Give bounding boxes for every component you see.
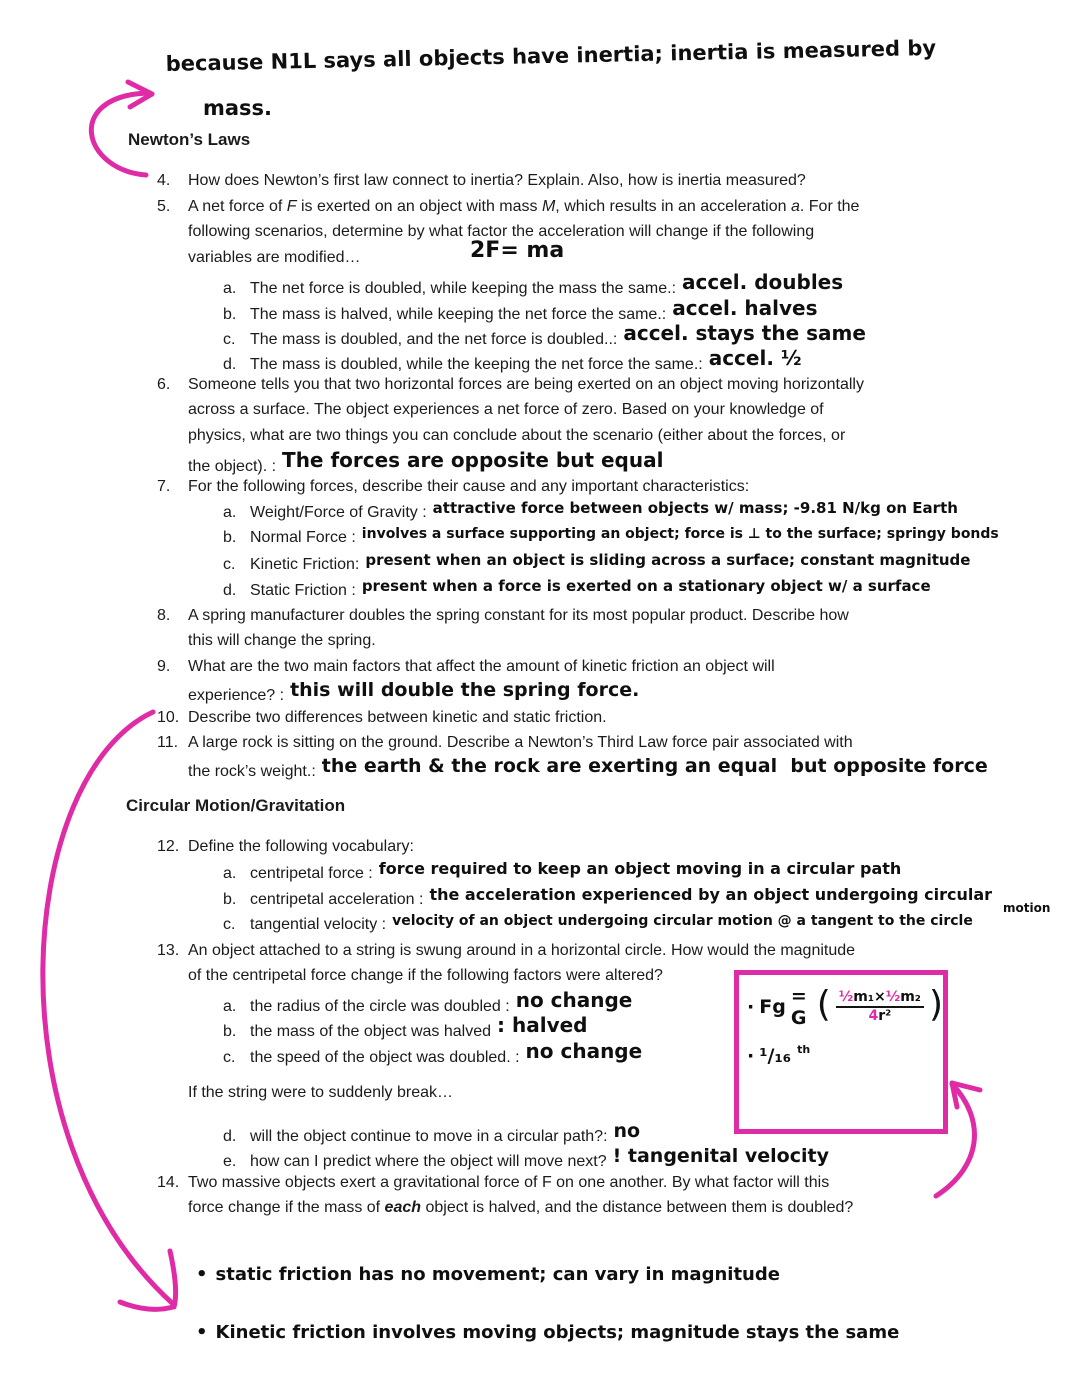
question-7-text: For the following forces, describe their cause and any important characteristics: — [188, 478, 750, 495]
question-13d — [223, 1120, 641, 1146]
item-letter: a. — [223, 280, 237, 297]
question-4 — [157, 172, 806, 190]
section-heading-newtons-laws: Newton’s Laws — [128, 130, 251, 149]
item-text: tangential velocity : — [250, 916, 387, 933]
question-10-number: 10. — [157, 709, 180, 726]
question-13-number: 13. — [157, 942, 180, 959]
half-pink: ½ — [838, 989, 854, 1006]
item-text: centripetal acceleration : — [250, 891, 424, 908]
question-6-text: Someone tells you that two horizontal forces are being exerted on an object moving horizontally — [188, 376, 864, 393]
question-7-number: 7. — [157, 478, 171, 495]
question-10 — [157, 709, 607, 727]
question-6-line1 — [157, 376, 864, 394]
paren-open: ( — [816, 983, 831, 1025]
handwritten-answer: the earth & the rock are exerting an equal but opposite force — [321, 755, 988, 777]
item-text: Static Friction : — [250, 582, 356, 599]
handwritten-answer: ! tangenital velocity — [612, 1145, 829, 1167]
item-letter: a. — [223, 865, 237, 882]
question-14-line1 — [157, 1174, 829, 1192]
question-8-text: A spring manufacturer doubles the spring constant for its most popular product. Describe how — [188, 607, 849, 624]
question-5-number: 5. — [157, 198, 171, 215]
question-12b — [223, 885, 992, 909]
handwritten-answer: involves a surface supporting an object; force is ⊥ to the surface; springy bonds — [361, 526, 999, 542]
formula-equals-g: = G — [790, 985, 807, 1029]
item-letter: c. — [223, 916, 236, 933]
question-11-line2 — [188, 755, 988, 781]
handwritten-formula-2f-ma: 2F= ma — [470, 238, 565, 263]
question-9-text: What are the two main factors that affect the amount of kinetic friction an object will — [188, 658, 775, 675]
note-text: Kinetic friction involves moving objects; magnitude stays the same — [215, 1322, 900, 1343]
item-text: The mass is halved, while keeping the net force the same.: — [250, 306, 667, 323]
question-5-text: . For the — [799, 198, 860, 215]
r-squared: r² — [878, 1007, 892, 1024]
handwritten-motion-annotation: motion — [1003, 901, 1051, 915]
item-text: centripetal force : — [250, 865, 373, 882]
question-6-line3: physics, what are two things you can conclude about the scenario (either about the forces, or — [188, 427, 846, 444]
item-letter: b. — [223, 529, 237, 546]
item-text: Normal Force : — [250, 529, 356, 546]
item-letter: b. — [223, 891, 237, 908]
question-11-number: 11. — [157, 734, 179, 751]
formula-fraction — [836, 990, 924, 1024]
question-6-line2: across a surface. The object experiences a net force of zero. Based on your knowledge of — [188, 401, 824, 418]
one-sixteenth: ¹/₁₆ — [759, 1045, 792, 1067]
question-11-text: the rock’s weight.: — [188, 763, 316, 780]
question-14-text: object is halved, and the distance between them is doubled? — [421, 1199, 854, 1216]
question-13-text: An object attached to a string is swung around in a horizontal circle. How would the magnitude — [188, 942, 856, 959]
item-text: The mass is doubled, and the net force is doubled..: — [250, 331, 618, 348]
question-5d — [223, 346, 802, 374]
question-12a — [223, 859, 902, 883]
four-pink: 4 — [868, 1007, 879, 1024]
question-14-text: Two massive objects exert a gravitational force of F on one another. By what factor will this — [188, 1174, 830, 1191]
paren-close: ) — [928, 983, 943, 1025]
question-7 — [157, 478, 749, 496]
item-text: The net force is doubled, while keeping the mass the same.: — [250, 280, 677, 297]
question-6-line4 — [188, 448, 664, 476]
handwritten-answer: attractive force between objects w/ mass; -9.81 N/kg on Earth — [432, 499, 958, 517]
question-7b — [223, 526, 999, 547]
handwritten-answer: this will double the spring force. — [290, 679, 640, 701]
question-8-line1 — [157, 607, 849, 625]
var-F: F — [286, 198, 297, 215]
var-a: a — [790, 198, 800, 215]
handwritten-top-note-line2: mass. — [203, 96, 273, 120]
question-5-line2: following scenarios, determine by what factor the acceleration will change if the following — [188, 223, 815, 240]
item-letter: a. — [223, 504, 237, 521]
item-letter: c. — [223, 556, 236, 573]
item-letter: a. — [223, 998, 237, 1015]
handwritten-answer: accel. ½ — [708, 346, 802, 370]
question-4-text: How does Newton’s first law connect to inertia? Explain. Also, how is inertia measured? — [188, 172, 806, 189]
handwritten-answer: force required to keep an object moving in a circular path — [378, 859, 902, 878]
handwritten-answer: accel. doubles — [682, 270, 844, 294]
formula-result — [747, 1042, 943, 1067]
question-5-line3: variables are modified… — [188, 249, 361, 266]
question-14-text: force change if the mass of — [188, 1199, 385, 1216]
question-11-text: A large rock is sitting on the ground. Describe a Newton’s Third Law force pair associated with — [188, 734, 853, 751]
handwritten-answer: no change — [525, 1039, 643, 1063]
item-text: the mass of the object was halved — [250, 1023, 492, 1040]
item-text: Weight/Force of Gravity : — [250, 504, 427, 521]
half-pink: ½ — [885, 989, 901, 1006]
times-sign: × — [873, 989, 886, 1006]
handwritten-answer: present when an object is sliding across a surface; constant magnitude — [365, 551, 971, 569]
question-12 — [157, 838, 414, 856]
var-M: M — [541, 198, 556, 215]
question-10-text: Describe two differences between kinetic and static friction. — [188, 709, 607, 726]
item-letter: c. — [223, 1049, 236, 1066]
question-11-line1 — [157, 734, 853, 752]
bullet-dot: · — [747, 996, 755, 1018]
item-letter: c. — [223, 331, 236, 348]
question-4-number: 4. — [157, 172, 171, 189]
question-13c — [223, 1039, 643, 1067]
formula-fg: Fg — [759, 996, 786, 1018]
question-13-line2: of the centripetal force change if the following factors were altered? — [188, 967, 663, 984]
item-letter: b. — [223, 306, 237, 323]
handwritten-answer: accel. stays the same — [623, 321, 866, 345]
fraction-numerator — [836, 990, 924, 1007]
question-8-line2: this will change the spring. — [188, 632, 376, 649]
question-13-mid: If the string were to suddenly break… — [188, 1084, 454, 1101]
handwritten-answer: The forces are opposite but equal — [282, 448, 664, 472]
item-text: the radius of the circle was doubled : — [250, 998, 510, 1015]
pink-arrow-top-icon — [91, 82, 152, 175]
question-6-number: 6. — [157, 376, 171, 393]
handwritten-top-note-line1: because N1L says all objects have inertia; inertia is measured by — [165, 35, 937, 76]
handwritten-answer: the acceleration experienced by an object undergoing circular — [429, 885, 992, 904]
handwritten-answer: velocity of an object undergoing circular motion @ a tangent to the circle — [392, 913, 973, 929]
item-letter: e. — [223, 1153, 237, 1170]
emphasis-each: each — [384, 1199, 422, 1216]
question-9-number: 9. — [157, 658, 171, 675]
question-6-text: the object). : — [188, 458, 277, 475]
note-text: static friction has no movement; can vary in magnitude — [215, 1264, 780, 1285]
question-12-text: Define the following vocabulary: — [188, 838, 414, 855]
handwritten-note-kinetic-friction — [196, 1322, 899, 1343]
question-5a — [223, 270, 844, 298]
mass1: m₁ — [853, 989, 874, 1006]
handwritten-answer: no — [613, 1120, 641, 1142]
mass2: m₂ — [900, 989, 921, 1006]
question-14-line2 — [188, 1199, 853, 1217]
th-superscript: th — [797, 1042, 811, 1056]
item-text: how can I predict where the object will move next? — [250, 1153, 607, 1170]
question-8-number: 8. — [157, 607, 171, 624]
item-text: the speed of the object was doubled. : — [250, 1049, 520, 1066]
question-13b — [223, 1013, 588, 1041]
question-5-text: A net force of — [188, 198, 287, 215]
question-7c — [223, 551, 971, 574]
bullet-dot: · — [747, 1045, 755, 1067]
bullet-dot: • — [196, 1322, 208, 1343]
handwritten-note-static-friction — [196, 1264, 780, 1285]
item-text: The mass is doubled, while the keeping the net force the same.: — [250, 356, 703, 373]
bullet-dot: • — [196, 1264, 208, 1285]
section-heading-circular-motion: Circular Motion/Gravitation — [126, 796, 346, 815]
question-7a — [223, 499, 958, 522]
handwritten-answer: : halved — [497, 1013, 588, 1037]
question-12-number: 12. — [157, 838, 180, 855]
item-text: Kinetic Friction: — [250, 556, 360, 573]
item-letter: d. — [223, 1128, 237, 1145]
question-5-text: is exerted on an object with mass — [296, 198, 542, 215]
handwritten-answer: accel. halves — [672, 296, 818, 320]
question-13e — [223, 1145, 829, 1171]
item-letter: b. — [223, 1023, 237, 1040]
item-letter: d. — [223, 356, 237, 373]
question-12c — [223, 913, 973, 934]
question-5-line1 — [157, 198, 859, 216]
question-9-line1 — [157, 658, 775, 676]
pink-formula-box — [734, 970, 948, 1134]
question-13-line1 — [157, 942, 855, 960]
handwritten-answer: no change — [515, 988, 633, 1012]
question-9-line2 — [188, 679, 640, 705]
question-5-text: , which results in an acceleration — [555, 198, 791, 215]
question-7d — [223, 577, 931, 600]
formula-gravitation — [747, 985, 943, 1029]
question-9-text: experience? : — [188, 687, 285, 704]
item-text: will the object continue to move in a circular path?: — [250, 1128, 608, 1145]
item-letter: d. — [223, 582, 237, 599]
question-14-number: 14. — [157, 1174, 180, 1191]
handwritten-answer: present when a force is exerted on a stationary object w/ a surface — [361, 577, 931, 595]
fraction-denominator — [868, 1008, 891, 1024]
